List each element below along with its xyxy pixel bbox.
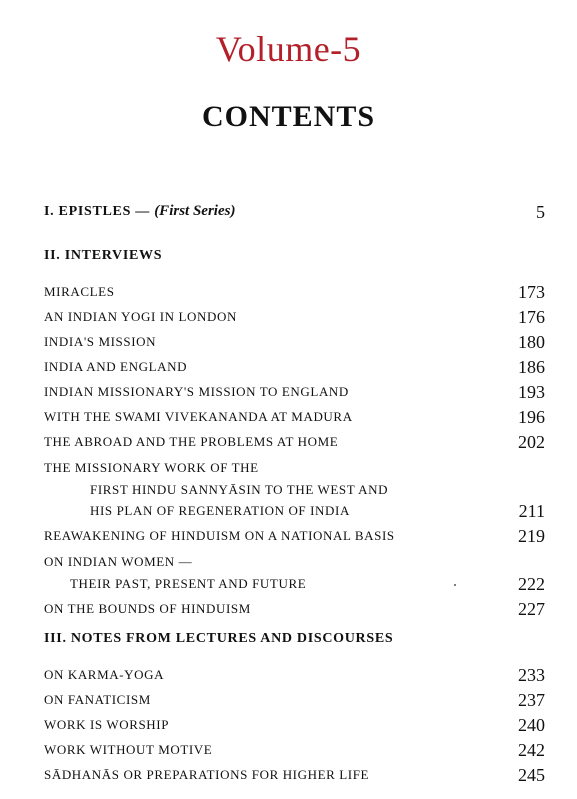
page-number: 237 — [518, 690, 545, 710]
page-number: 176 — [518, 307, 545, 327]
entry-title: WORK WITHOUT MOTIVE — [44, 742, 213, 757]
entry-title: ON THE BOUNDS OF HINDUISM — [44, 601, 251, 616]
page-number: 211 — [518, 501, 545, 521]
entry-title: INDIA AND ENGLAND — [44, 359, 188, 374]
toc-entry — [44, 663, 545, 683]
section-sublabel: (First Series) — [154, 203, 236, 219]
toc-entry — [44, 713, 545, 733]
toc-entry — [44, 597, 545, 617]
page-number: 233 — [518, 665, 545, 685]
entry-title-continued: FIRST HINDU SANNYĀSIN TO THE WEST AND — [90, 482, 389, 497]
entry-title: MIRACLES — [44, 284, 115, 299]
page-number: 240 — [518, 715, 545, 735]
entry-title: AN INDIAN YOGI IN LONDON — [44, 309, 237, 324]
toc-entry — [44, 763, 545, 783]
page-number: 227 — [518, 599, 545, 619]
entry-title: ON INDIAN WOMEN — — [44, 554, 193, 569]
entry-title: ON FANATICISM — [44, 692, 151, 707]
entry-title: INDIAN MISSIONARY'S MISSION TO ENGLAND — [44, 384, 349, 399]
toc-entry — [44, 572, 545, 592]
page-number: 5 — [536, 202, 545, 222]
page-number: 180 — [518, 332, 545, 352]
section-label: I. EPISTLES — (First Series) — [44, 203, 236, 219]
page-number: 245 — [518, 765, 545, 785]
toc-entry-line — [44, 478, 545, 498]
toc-entry — [44, 305, 545, 325]
entry-title: INDIA'S MISSION — [44, 334, 157, 349]
entry-title: SĀDHANĀS OR PREPARATIONS FOR HIGHER LIFE — [44, 767, 370, 782]
volume-heading: Volume-5 — [215, 29, 362, 69]
entry-title: ON KARMA-YOGA — [44, 667, 165, 682]
page-number: 196 — [518, 407, 545, 427]
toc-entry — [44, 499, 545, 519]
toc-entry — [44, 688, 545, 708]
toc-entry-line — [44, 456, 545, 476]
page-number: 222 — [518, 574, 545, 594]
toc-entry — [44, 280, 545, 300]
page-number: 186 — [518, 357, 545, 377]
page-number: 219 — [518, 526, 545, 546]
entry-title-continued: HIS PLAN OF REGENERATION OF INDIA — [90, 503, 350, 518]
page-number: 242 — [518, 740, 545, 760]
entry-title-continued: THEIR PAST, PRESENT AND FUTURE — [70, 576, 307, 591]
section-epistles — [44, 200, 545, 220]
contents-title: CONTENTS — [201, 100, 376, 133]
toc-entry — [44, 380, 545, 400]
entry-title: THE ABROAD AND THE PROBLEMS AT HOME — [44, 434, 339, 449]
toc-entry — [44, 430, 545, 450]
page-number: 202 — [518, 432, 545, 452]
section-notes — [44, 627, 545, 647]
section-label: II. INTERVIEWS — [44, 248, 163, 263]
page-number: 173 — [518, 282, 545, 302]
entry-title: WITH THE SWAMI VIVEKANANDA AT MADURA — [44, 409, 353, 424]
toc-entry-line — [44, 550, 545, 570]
section-interviews — [44, 244, 545, 264]
entry-title: WORK IS WORSHIP — [44, 717, 170, 732]
toc-entry — [44, 330, 545, 350]
toc-entry — [44, 405, 545, 425]
entry-title: REAWAKENING OF HINDUISM ON A NATIONAL BASIS — [44, 528, 395, 543]
page-number: 193 — [518, 382, 545, 402]
section-label: III. NOTES FROM LECTURES AND DISCOURSES — [44, 631, 394, 646]
toc-entry — [44, 738, 545, 758]
toc-entry — [44, 524, 545, 544]
entry-title: THE MISSIONARY WORK OF THE — [44, 460, 259, 475]
toc-entry — [44, 355, 545, 375]
page-speck — [454, 584, 456, 586]
